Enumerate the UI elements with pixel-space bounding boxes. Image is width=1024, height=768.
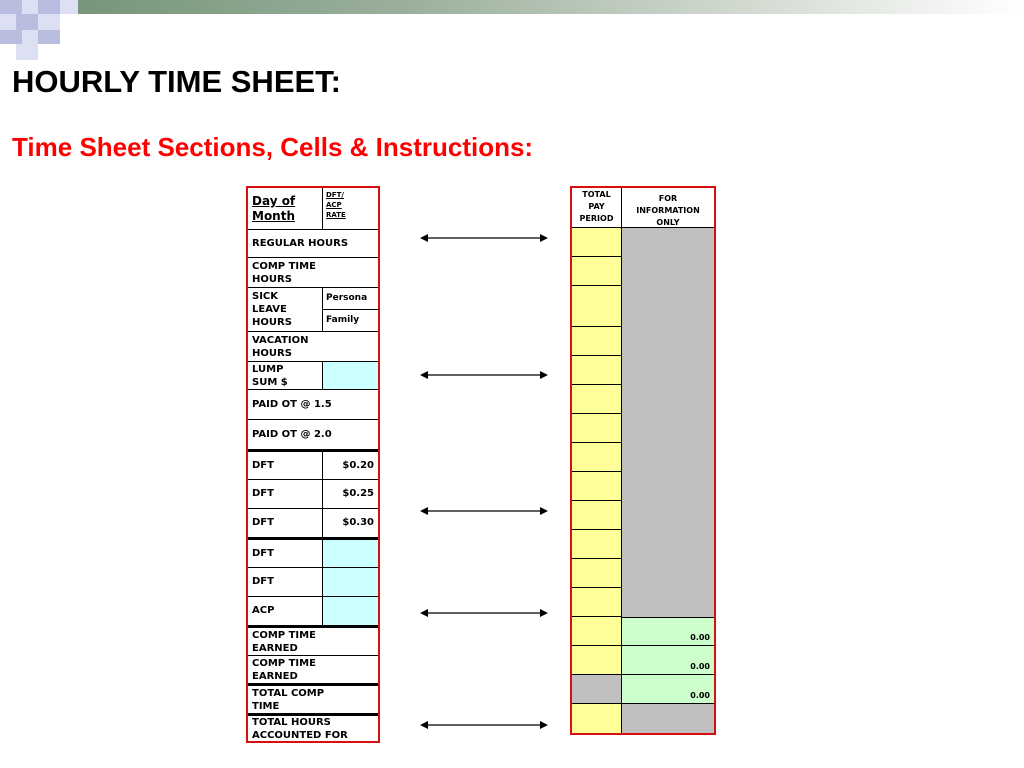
acp-label: ACP (252, 605, 275, 616)
table-row-comp-time (248, 258, 378, 288)
total-pay-period-header (572, 188, 622, 228)
total-cell-paid-ot-20[interactable] (572, 414, 622, 443)
total-cell-comp-earned-1[interactable] (572, 617, 622, 646)
table-row-paid-ot-15 (248, 390, 378, 420)
table-row-regular-hours (248, 230, 378, 258)
total-cell-total-comp (572, 675, 622, 704)
for-information-only-label: FOR INFORMATION ONLY (636, 194, 700, 227)
vacation-hours-label: VACATION HOURS (252, 335, 309, 359)
dft-2-label: DFT (252, 488, 274, 499)
lump-sum-label: LUMP SUM $ (252, 364, 288, 388)
table-row-total-comp (248, 684, 378, 714)
paid-ot-20-label: PAID OT @ 2.0 (252, 429, 332, 440)
comp-earned-2-label: COMP TIME EARNED (252, 658, 316, 682)
dft-4-label: DFT (252, 548, 274, 559)
dft-3-rate-cell (322, 509, 378, 537)
info-value-2: 0.00 (690, 662, 710, 671)
sick-leave-label: SICK LEAVE HOURS (252, 291, 292, 328)
table-row-dft-4 (248, 538, 378, 568)
info-cell-total-hours (622, 704, 714, 733)
dft-1-label: DFT (252, 460, 274, 471)
total-cell-dft-3[interactable] (572, 501, 622, 530)
arrow-regular-hours (420, 233, 548, 243)
info-cell-total-comp (622, 675, 714, 704)
left-timesheet-table (246, 186, 380, 743)
total-cell-comp-time[interactable] (572, 257, 622, 286)
table-row-header (248, 188, 378, 230)
dft-2-rate-cell (322, 480, 378, 508)
comp-time-hours-label: COMP TIME HOURS (252, 261, 316, 285)
table-row-total-hours (248, 714, 378, 741)
dft-acp-rate-header: DFT/ ACP RATE (326, 191, 346, 219)
rate-header-cell (322, 188, 378, 229)
total-cell-lump-sum[interactable] (572, 356, 622, 385)
total-cell-dft-2[interactable] (572, 472, 622, 501)
total-cell-acp[interactable] (572, 588, 622, 617)
table-row-dft-2 (248, 480, 378, 509)
slide-subtitle: Time Sheet Sections, Cells & Instructions: (12, 132, 534, 162)
info-cell-comp-earned-2 (622, 646, 714, 675)
dft-3-label: DFT (252, 517, 274, 528)
sick-family-label: Family (326, 315, 360, 325)
checker-logo (0, 0, 80, 60)
total-cell-dft-1[interactable] (572, 443, 622, 472)
table-row-comp-earned-2 (248, 656, 378, 684)
day-of-month-header: Day of Month (252, 194, 296, 223)
total-pay-period-label: TOTAL PAY PERIOD (579, 190, 614, 223)
table-row-vacation (248, 332, 378, 362)
info-cell-comp-earned-1 (622, 617, 714, 646)
total-cell-vacation[interactable] (572, 327, 622, 356)
regular-hours-label: REGULAR HOURS (252, 238, 349, 249)
total-cell-dft-4[interactable] (572, 530, 622, 559)
table-row-sick-leave (248, 288, 378, 332)
arrow-lump-sum (420, 370, 548, 380)
sick-personal-label: Persona (326, 293, 368, 303)
total-cell-dft-5[interactable] (572, 559, 622, 588)
arrow-dft (420, 506, 548, 516)
info-value-3: 0.00 (690, 691, 710, 700)
arrow-total-hours (420, 720, 548, 730)
table-row-dft-3 (248, 509, 378, 538)
total-cell-sick-leave[interactable] (572, 286, 622, 327)
dft-4-input-cell[interactable] (322, 540, 378, 567)
total-cell-comp-earned-2[interactable] (572, 646, 622, 675)
arrow-acp (420, 608, 548, 618)
total-cell-paid-ot-15[interactable] (572, 385, 622, 414)
total-hours-label: TOTAL HOURS ACCOUNTED FOR (252, 717, 348, 741)
total-cell-regular[interactable] (572, 228, 622, 257)
info-gray-block (622, 228, 714, 617)
dft-3-rate: $0.30 (342, 517, 374, 528)
total-comp-time-label: TOTAL COMP TIME (252, 688, 325, 712)
paid-ot-15-label: PAID OT @ 1.5 (252, 399, 332, 410)
right-totals-table (570, 186, 716, 735)
slide-title: HOURLY TIME SHEET: (12, 64, 341, 99)
dft-1-rate: $0.20 (342, 460, 374, 471)
for-information-only-header (622, 188, 714, 228)
lump-sum-input-cell[interactable] (322, 362, 378, 389)
table-row-dft-5 (248, 568, 378, 597)
table-row-dft-1 (248, 450, 378, 480)
table-row-lump-sum (248, 362, 378, 390)
dft-2-rate: $0.25 (342, 488, 374, 499)
dft-5-input-cell[interactable] (322, 568, 378, 596)
comp-earned-1-label: COMP TIME EARNED (252, 630, 316, 654)
info-value-1: 0.00 (690, 633, 710, 642)
table-row-acp (248, 597, 378, 626)
title-bar-background (0, 14, 1024, 46)
dft-1-rate-cell (322, 452, 378, 479)
sick-leave-subcells (322, 288, 378, 331)
table-row-paid-ot-20 (248, 420, 378, 450)
table-row-comp-earned-1 (248, 626, 378, 656)
total-cell-total-hours[interactable] (572, 704, 622, 733)
acp-input-cell[interactable] (322, 597, 378, 625)
dft-5-label: DFT (252, 576, 274, 587)
